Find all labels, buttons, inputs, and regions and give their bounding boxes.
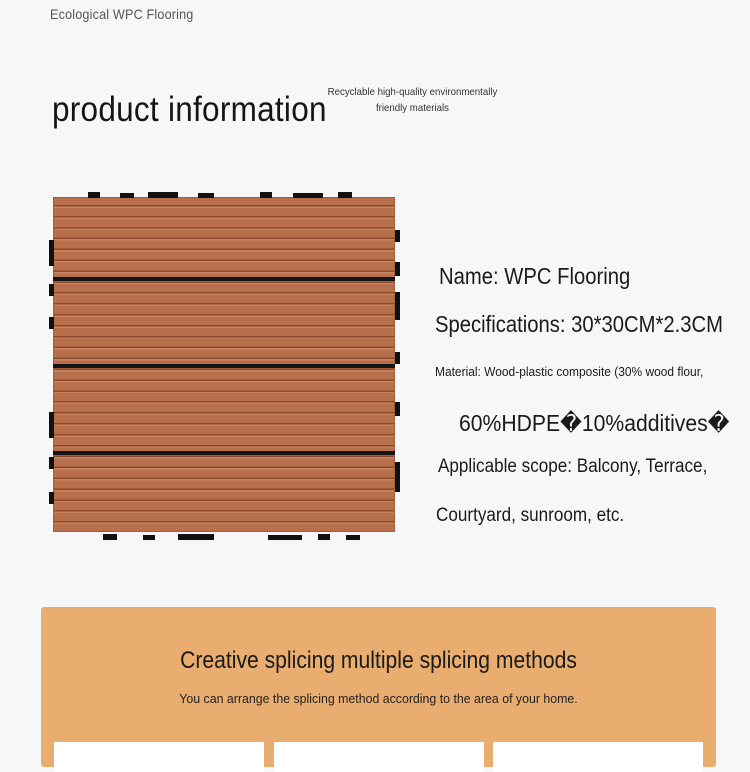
splicing-card: [493, 742, 703, 772]
tile-groove: [53, 364, 395, 368]
tile-clip: [49, 317, 54, 329]
tile-clip: [178, 534, 214, 540]
tile-clip: [49, 412, 54, 438]
tile-groove: [53, 277, 395, 281]
tile-clip: [338, 192, 352, 198]
tile-clip: [103, 534, 117, 540]
splicing-section: [41, 607, 716, 767]
splicing-subtitle: You can arrange the splicing method according to the area of your home.: [179, 691, 578, 706]
product-material: Material: Wood-plastic composite (30% wood flour,: [435, 364, 704, 379]
product-composition: 60%HDPE�10%additives�: [459, 410, 730, 436]
product-name: Name: WPC Flooring: [439, 263, 631, 289]
product-scope-line1: Applicable scope: Balcony, Terrace,: [438, 456, 708, 477]
tile-clip: [260, 192, 272, 198]
tile-clip: [268, 535, 302, 540]
brand-label: Ecological WPC Flooring: [50, 6, 194, 22]
wpc-tile: [53, 197, 395, 532]
tile-clip: [49, 492, 54, 504]
page-title: product information: [52, 90, 327, 129]
page-subtitle: Recyclable high-quality environmentally friendly materials: [327, 86, 498, 114]
tile-clip: [395, 292, 400, 320]
tile-clip: [198, 193, 214, 198]
tile-clip: [395, 262, 400, 276]
product-image: [48, 192, 402, 544]
splicing-card: [274, 742, 484, 772]
tile-clip: [120, 193, 134, 198]
tile-clip: [395, 462, 400, 492]
tile-clip: [346, 535, 360, 540]
tile-clip: [395, 230, 400, 242]
tile-clip: [318, 534, 330, 540]
tile-clip: [49, 284, 54, 296]
tile-clip: [143, 535, 155, 540]
tile-clip: [395, 402, 400, 416]
product-specifications: Specifications: 30*30CM*2.3CM: [435, 311, 724, 337]
tile-clip: [148, 192, 178, 198]
tile-clip: [88, 192, 100, 198]
tile-clip: [293, 193, 323, 198]
tile-clip: [49, 457, 54, 469]
product-scope-line2: Courtyard, sunroom, etc.: [436, 505, 625, 526]
splicing-card: [54, 742, 264, 772]
tile-clip: [49, 240, 54, 266]
splicing-title: Creative splicing multiple splicing methods: [180, 647, 577, 674]
tile-groove: [53, 451, 395, 455]
tile-clip: [395, 352, 400, 364]
